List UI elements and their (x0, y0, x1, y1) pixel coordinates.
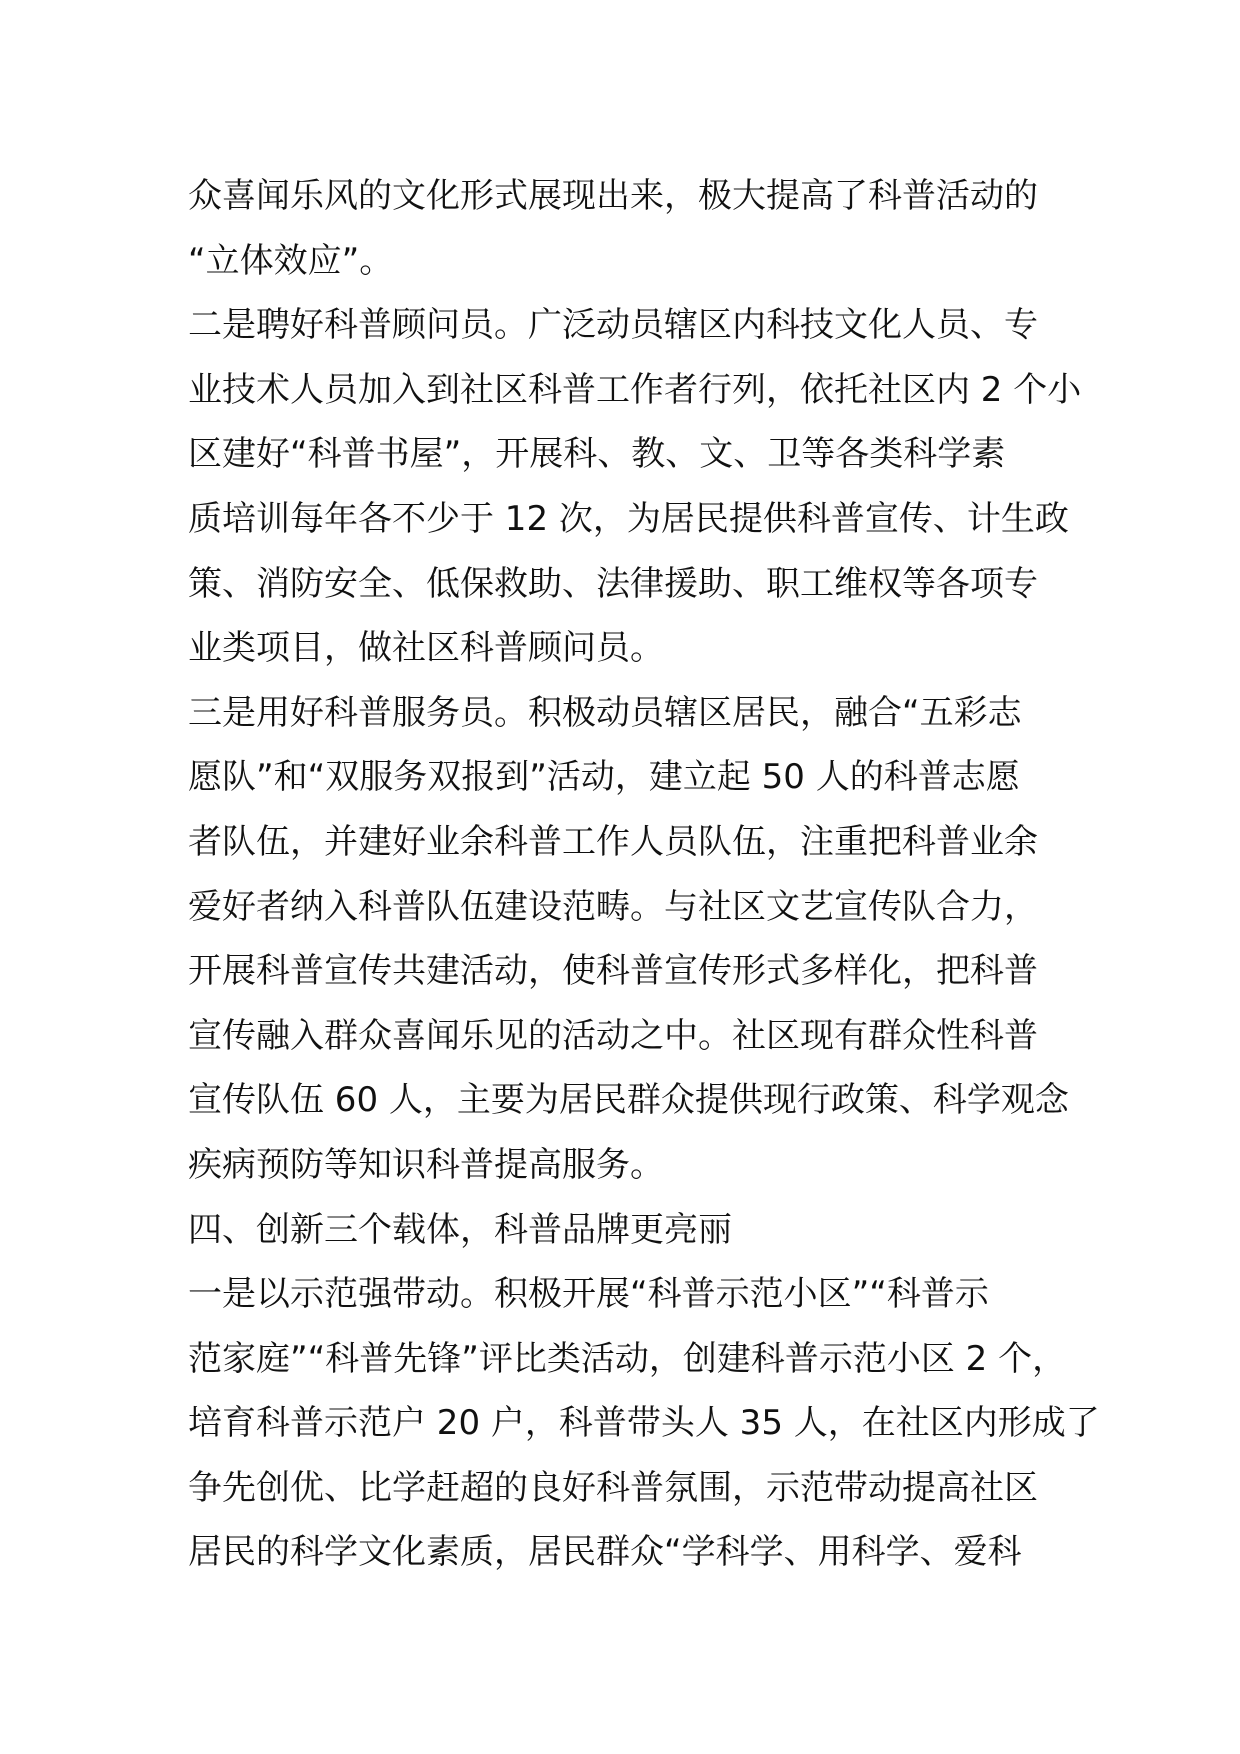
text-line: 爱好者纳入科普队伍建设范畴。与社区文艺宣传队合力， (188, 886, 1038, 927)
text-line: 争先创优、比学赶超的良好科普氛围，示范带动提高社区 (188, 1467, 1038, 1508)
text-line: 愿队”和“双服务双报到”活动，建立起 50 人的科普志愿 (188, 757, 1020, 798)
section-heading: 四、创新三个载体，科普品牌更亮丽 (188, 1209, 732, 1250)
text-line: 培育科普示范户 20 户，科普带头人 35 人，在社区内形成了 (188, 1403, 1100, 1444)
text-line: 众喜闻乐风的文化形式展现出来，极大提高了科普活动的 (188, 176, 1038, 216)
text-line: 业类项目，做社区科普顾问员。 (188, 628, 664, 669)
text-line: 策、消防安全、低保救助、法律援助、职工维权等各项专 (188, 563, 1038, 604)
text-line: 居民的科学文化素质，居民群众“学科学、用科学、爱科 (188, 1532, 1022, 1573)
text-line: 区建好“科普书屋”，开展科、教、文、卫等各类科学素 (188, 434, 1006, 475)
text-line: 范家庭”“科普先锋”评比类活动，创建科普示范小区 2 个， (188, 1338, 1067, 1379)
body-text (188, 164, 1100, 1585)
text-line: “立体效应”。 (188, 240, 394, 281)
text-line: 业技术人员加入到社区科普工作者行列，依托社区内 2 个小 (188, 369, 1082, 410)
text-line: 开展科普宣传共建活动，使科普宣传形式多样化，把科普 (188, 951, 1038, 992)
text-line: 者队伍，并建好业余科普工作人员队伍，注重把科普业余 (188, 821, 1038, 862)
text-line: 疾病预防等知识科普提高服务。 (188, 1144, 664, 1185)
text-line: 二是聘好科普顾问员。广泛动员辖区内科技文化人员、专 (188, 305, 1038, 346)
text-line: 一是以示范强带动。积极开展“科普示范小区”“科普示 (188, 1274, 989, 1315)
text-line: 质培训每年各不少于 12 次，为居民提供科普宣传、计生政 (188, 498, 1069, 539)
text-line: 三是用好科普服务员。积极动员辖区居民，融合“五彩志 (188, 692, 1022, 733)
text-line: 宣传队伍 60 人，主要为居民群众提供现行政策、科学观念 (188, 1080, 1069, 1121)
text-line: 宣传融入群众喜闻乐见的活动之中。社区现有群众性科普 (188, 1015, 1038, 1056)
